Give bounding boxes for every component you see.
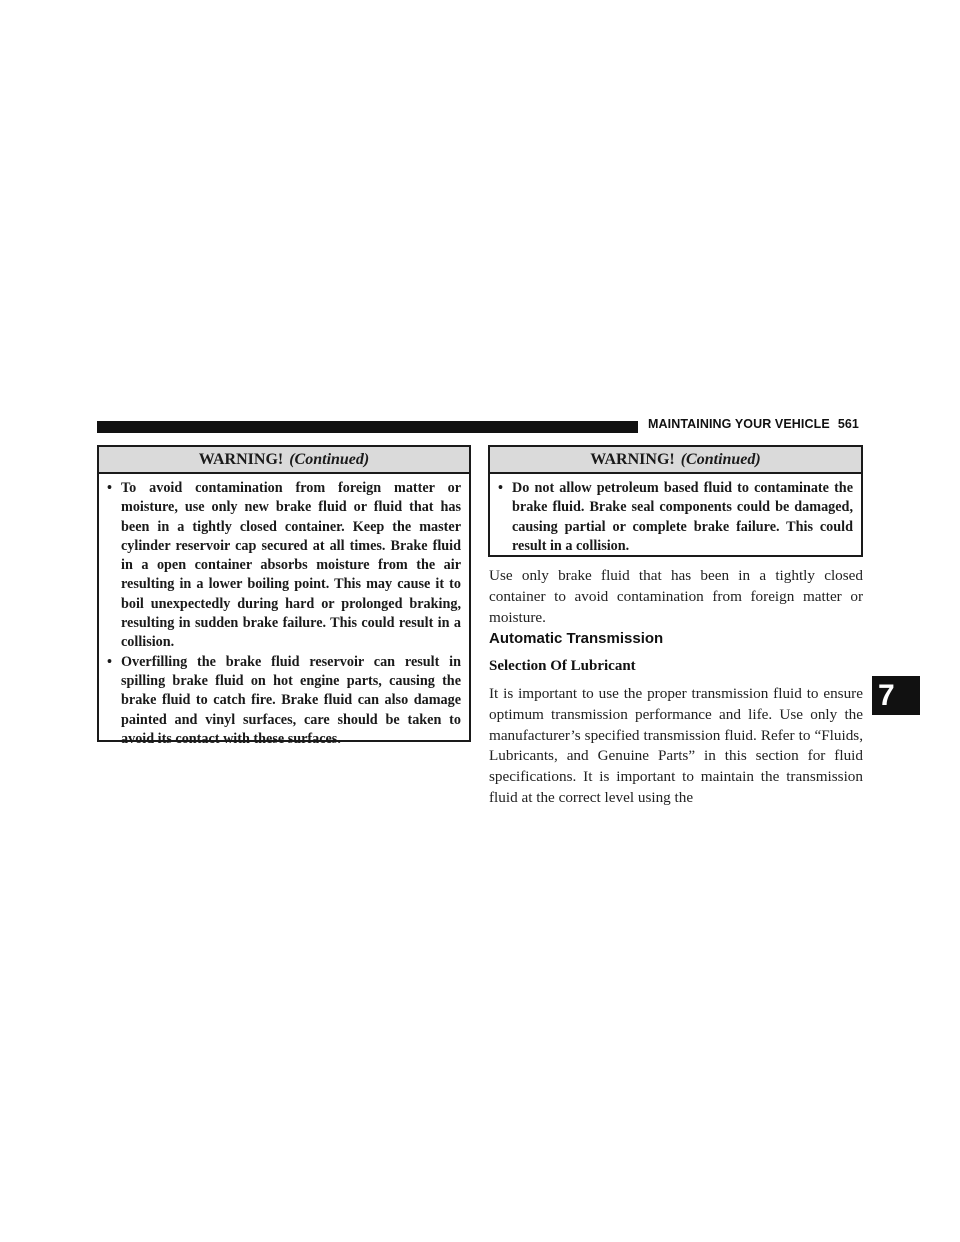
subsection-heading: Selection Of Lubricant	[489, 658, 636, 674]
section-title: MAINTAINING YOUR VEHICLE	[648, 417, 830, 431]
paragraph-brake-fluid: Use only brake fluid that has been in a tightly closed container to avoid contamination from foreign matter or moisture.	[489, 567, 863, 626]
bullet-icon: •	[107, 653, 112, 670]
warning-title	[490, 447, 861, 474]
warning-label: WARNING!	[590, 451, 675, 468]
warning-list	[490, 474, 861, 556]
continued-label: (Continued)	[289, 451, 370, 468]
bullet-icon: •	[498, 480, 503, 496]
warning-item	[107, 479, 461, 653]
warning-box-right	[488, 445, 863, 557]
running-header	[648, 417, 868, 431]
continued-label: (Continued)	[680, 451, 761, 468]
warning-item-text: To avoid contamination from foreign matter or moisture, use only new brake fluid or fluid that has been in a tightly closed container. Keep the master cylinder reservoir cap secured at all times. Brake fluid in a open container absorbs moisture from the air resulting in a lower boiling point. This may cause it to boil unexpectedly during hard or prolonged braking, resulting in sudden brake failure. This could result in a collision.	[121, 480, 461, 651]
warning-item-text: Overfilling the brake fluid reservoir can result in spilling brake fluid on hot engine parts, causing the brake fluid to catch fire. Brake fluid can also damage painted and vinyl surfaces, care should be taken to avoid its contact with these surfaces.	[121, 653, 461, 747]
warning-item	[107, 653, 461, 749]
header-rule	[97, 421, 638, 433]
paragraph-lubricant: It is important to use the proper transmission fluid to ensure optimum transmission performance and life. Use only the manufacturer’s specified transmission fluid. Refer to “Fluids, Lubricants, and Genuine Parts” in this section for fluid specifications. It is important to maintain the transmission fluid at the correct level using the	[489, 685, 863, 806]
bullet-icon: •	[107, 480, 112, 496]
chapter-tab: 7	[872, 676, 920, 715]
warning-title	[99, 447, 469, 474]
warning-list	[99, 474, 469, 749]
warning-box-left	[97, 445, 471, 747]
warning-label: WARNING!	[198, 451, 284, 468]
warning-item	[498, 479, 853, 556]
warning-item-text: Do not allow petroleum based fluid to contaminate the brake fluid. Brake seal components could be damaged, causing partial or complete brake failure. This could result in a collision.	[512, 480, 853, 554]
section-heading: Automatic Transmission	[489, 630, 664, 647]
page-number: 561	[837, 417, 859, 431]
